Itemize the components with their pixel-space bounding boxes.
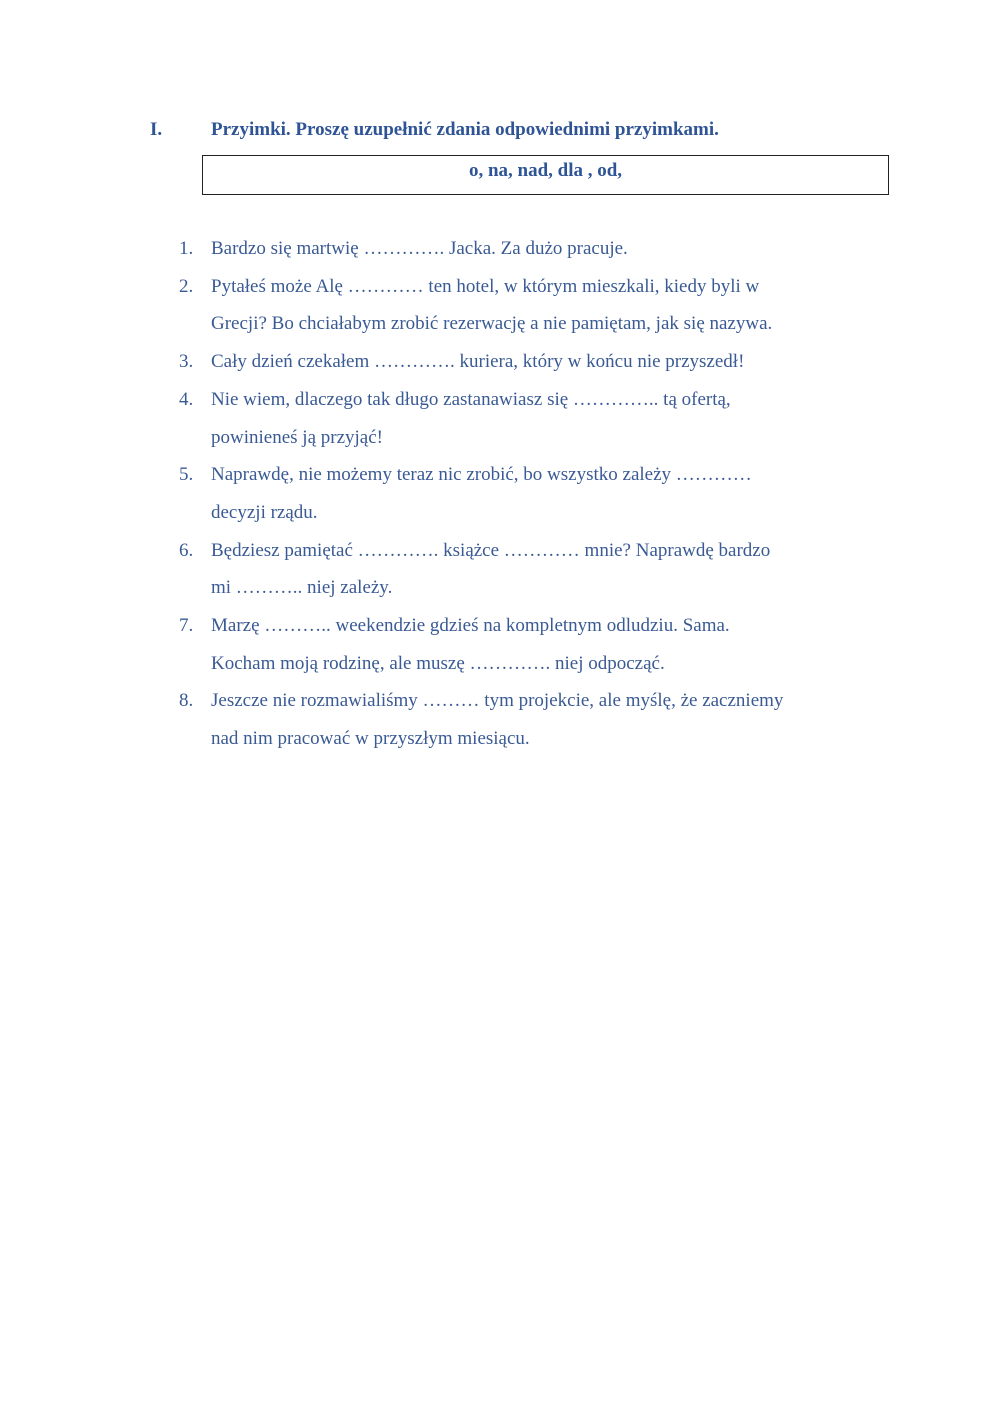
item-text-line: Naprawdę, nie możemy teraz nic zrobić, bo wszystko zależy ………… (211, 464, 752, 486)
item-number: 8. (179, 690, 194, 712)
exercise-item-4 (150, 381, 880, 456)
exercise-item-3 (150, 343, 880, 381)
item-text-line: mi ……….. niej zależy. (211, 577, 393, 599)
item-text-line: Kocham moją rodzinę, ale muszę …………. niej odpocząć. (211, 652, 665, 674)
item-text-line: Grecji? Bo chciałabym zrobić rezerwację a nie pamiętam, jak się nazywa. (211, 313, 773, 335)
item-number: 2. (179, 275, 194, 297)
item-text-line: Będziesz pamiętać …………. książce ………… mnie? Naprawdę bardzo (211, 539, 771, 561)
item-text-line: decyzji rządu. (211, 501, 318, 523)
section-number: I. (150, 119, 163, 140)
item-text-line: nad nim pracować w przyszłym miesiącu. (211, 728, 530, 750)
section-title: Przyimki. Proszę uzupełnić zdania odpowiednimi przyimkami. (211, 119, 719, 140)
item-text-line: Cały dzień czekałem …………. kuriera, który w końcu nie przyszedł! (211, 351, 745, 373)
item-number: 5. (179, 464, 194, 486)
exercise-item-7 (150, 607, 880, 682)
item-number: 4. (179, 388, 194, 410)
item-text-line: Jeszcze nie rozmawialiśmy ……… tym projekcie, ale myślę, że zaczniemy (211, 690, 784, 712)
exercise-item-2 (150, 268, 880, 343)
exercise-item-5 (150, 456, 880, 531)
exercise-item-8 (150, 682, 880, 757)
item-text-line: Bardzo się martwię …………. Jacka. Za dużo pracuje. (211, 238, 628, 259)
item-text-line: Marzę ……….. weekendzie gdzieś na kompletnym odludziu. Sama. (211, 615, 730, 637)
word-bank-box: o, na, nad, dla , od, (202, 155, 889, 195)
item-text-line: Pytałeś może Alę ………… ten hotel, w którym mieszkali, kiedy byli w (211, 275, 760, 297)
item-text-line: powinieneś ją przyjąć! (211, 426, 383, 448)
item-text-line: Nie wiem, dlaczego tak długo zastanawiasz się ………….. tą ofertą, (211, 388, 731, 410)
exercise-item-6 (150, 532, 880, 607)
item-number: 1. (179, 238, 194, 259)
item-number: 3. (179, 351, 194, 373)
item-number: 7. (179, 615, 194, 637)
item-number: 6. (179, 539, 194, 561)
exercise-list (150, 230, 880, 758)
exercise-item-1 (150, 230, 880, 268)
